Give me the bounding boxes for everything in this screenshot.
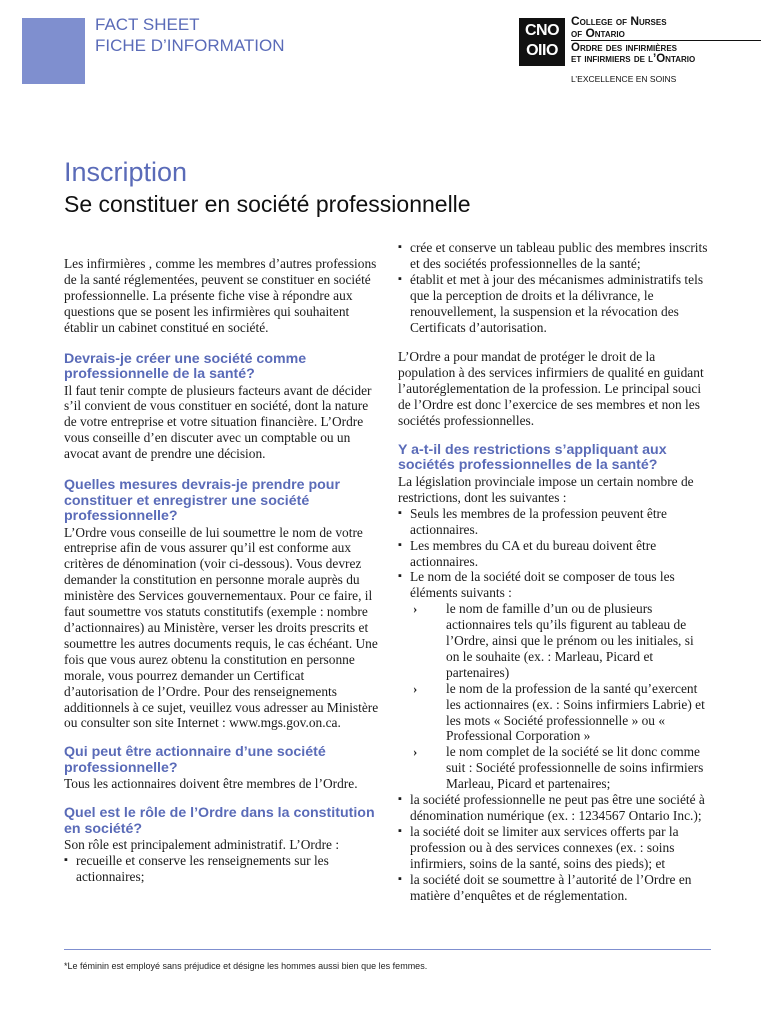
- logo-fr-line1: Ordre des infirmières: [571, 42, 678, 54]
- footer-divider: [64, 949, 711, 950]
- page-title: Inscription: [64, 157, 188, 187]
- question-heading-2: Quelles mesures devrais-je prendre pour constituer et enregistrer une société professionnelle?: [64, 477, 340, 525]
- sublist-item: › le nom complet de la société se lit donc comme suit : Société professionnelle de soins infirmiers Marleau, Picard et partenaires;: [410, 744, 710, 792]
- mandate-paragraph: L’Ordre a pour mandat de protéger le droit de la population à des services infirmiers de qualité en guidant l’autoréglementation de la profession. Le principal souci de l’Ordre est donc l’exercice de ses membres et non les sociétés professionnelles.: [398, 349, 704, 429]
- list-item: ▪ la société professionnelle ne peut pas être une société à dénomination numérique (ex. : 1234567 Ontario Inc.);: [398, 792, 710, 824]
- document-type-header: [95, 14, 285, 56]
- page-subtitle: Se constituer en société professionnelle: [64, 191, 471, 217]
- header-color-block: [22, 18, 85, 84]
- sublist-item: › le nom de famille d’un ou de plusieurs actionnaires tels qu’ils figurent au tableau de l’Ordre, ainsi que le prénom ou les initiales, si on le souhaite (ex. : Marleau, Picard et partenaires): [410, 601, 710, 681]
- answer-paragraph-1: Il faut tenir compte de plusieurs facteurs avant de décider s’il convient de vous constituer en société, dont la nature de votre entreprise et votre situation financière. L’Ordre vous conseille d’en discuter avec un comptable ou un avocat avant de prendre une décision.: [64, 382, 372, 462]
- list-item: ▪ Seuls les membres de la profession peuvent être actionnaires.: [398, 506, 710, 538]
- role-bullet-list: [64, 853, 379, 885]
- logo-mark-top: CNO: [524, 22, 560, 39]
- list-item: ▪ crée et conserve un tableau public des membres inscrits et des sociétés professionnelles de la santé;: [398, 240, 710, 272]
- sublist-item: › le nom de la profession de la santé qu’exercent les actionnaires (ex. : Soins infirmiers Labrie) et les mots « Société professionnelle » ou « Professional Corporation »: [410, 681, 710, 745]
- question-heading-4: Quel est le rôle de l’Ordre dans la constitution en société?: [64, 805, 375, 837]
- list-item: ▪ la société doit se limiter aux services offerts par la profession ou à des services connexes (ex. : soins infirmiers, soins de la santé, soins des pieds); et: [398, 824, 710, 872]
- logo-fr-line2: et infirmiers de l’Ontario: [571, 53, 696, 65]
- answer-paragraph-3: Tous les actionnaires doivent être membres de l’Ordre.: [64, 776, 358, 792]
- logo-mark-bottom: OIIO: [526, 42, 558, 59]
- list-item: ▪ la société doit se soumettre à l’autorité de l’Ordre en matière d’enquêtes et de réglementation.: [398, 872, 710, 904]
- cno-logo-mark: [519, 18, 565, 66]
- logo-en-line2: of Ontario: [571, 25, 625, 40]
- role-bullet-list-continued: [398, 240, 710, 335]
- fact-sheet-label: FACT SHEET: [95, 15, 200, 34]
- question-heading-5: Y a-t-il des restrictions s’appliquant aux sociétés professionnelles de la santé?: [398, 441, 667, 474]
- answer-paragraph-2: L’Ordre vous conseille de lui soumettre le nom de votre entreprise afin de vous assurer qu’il est conforme aux critères de dénomination (voir ci-dessous). Vous devrez demander la constitution en personne morale auprès du ministère des Services gouvernementaux. Pour ce faire, il faut soumettre vos statuts constitutifs (exemple : nombre d’actionnaires) au Ministère, verser les droits prescrits et soumettre les autres documents requis, le cas échéant. Une fois que vous aurez obtenu la constitution en personne morale, vous pourrez demander un Certificat d’autorisation de l’Ordre. Pour des renseignements additionnels à ce sujet, veuillez vous adresser au Ministère ou consulter son site Internet : www.mgs.gov.on.ca.: [64, 524, 379, 731]
- left-column: [64, 256, 379, 885]
- question-heading-3: Qui peut être actionnaire d’une société professionnelle?: [64, 744, 326, 776]
- restrictions-list: [398, 506, 710, 904]
- logo-english-name: [571, 16, 667, 39]
- fiche-label: FICHE D’INFORMATION: [95, 36, 285, 55]
- list-item: ▪ Les membres du CA et du bureau doivent être actionnaires.: [398, 538, 710, 570]
- answer-paragraph-4: Son rôle est principalement administratif. L’Ordre :: [64, 837, 340, 853]
- logo-tagline: L’EXCELLENCE EN SOINS: [571, 74, 677, 84]
- intro-paragraph: Les infirmières , comme les membres d’autres professions de la santé réglementées, peuvent se constituer en société professionnelle. La présente fiche vise à répondre aux questions que se posent les infirmières qui souhaitent établir un cabinet constitué en société.: [64, 256, 377, 335]
- question-heading-1: Devrais-je créer une société comme professionnelle de la santé?: [64, 350, 307, 383]
- list-item: ▪ établit et met à jour des mécanismes administratifs tels que la perception de droits et la délivrance, le renouvellement, la suspension et la révocation des Certificats d’autorisation.: [398, 272, 710, 336]
- list-item: [398, 569, 710, 792]
- logo-french-name: [571, 43, 695, 65]
- answer-paragraph-5: La législation provinciale impose un certain nombre de restrictions, dont les suivantes :: [398, 473, 694, 505]
- right-column: [398, 240, 710, 903]
- logo-en-line1: College of Nurses: [571, 14, 667, 28]
- name-elements-sublist: [410, 601, 710, 792]
- footnote: *Le féminin est employé sans préjudice et désigne les hommes aussi bien que les femmes.: [64, 961, 428, 971]
- list-item: ▪ recueille et conserve les renseignements sur les actionnaires;: [64, 853, 379, 885]
- logo-divider: [571, 40, 761, 41]
- cno-logo: [519, 16, 769, 88]
- list-item-text: Le nom de la société doit se composer de tous les éléments suivants :: [410, 569, 675, 601]
